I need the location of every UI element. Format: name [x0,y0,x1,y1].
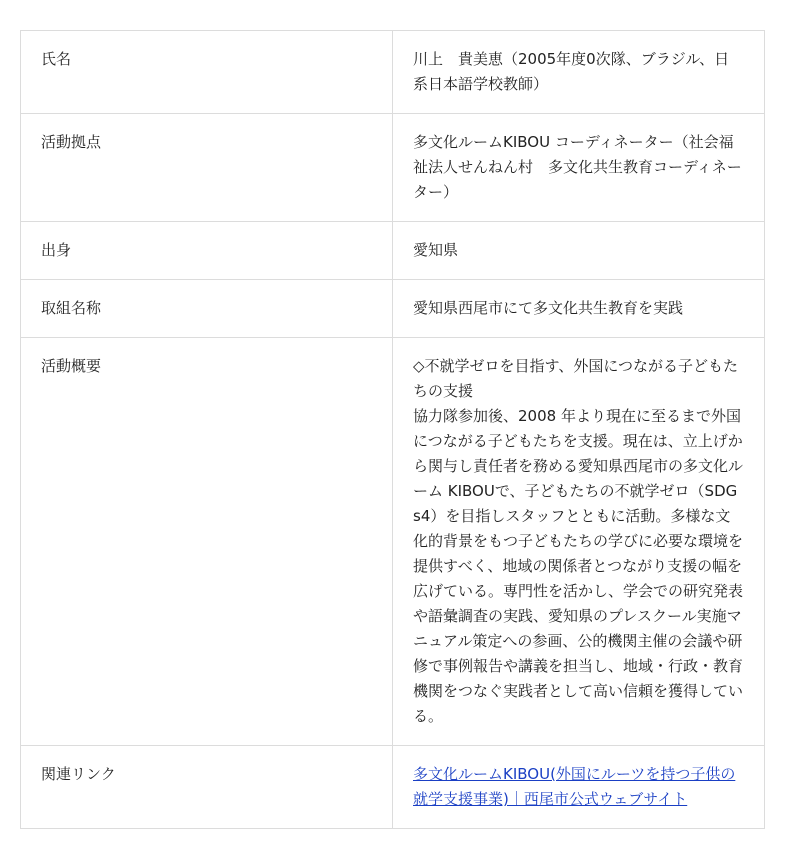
related-link[interactable]: 多文化ルームKIBOU(外国にルーツを持つ子供の就学支援事業)｜西尾市公式ウェブサイト [413,765,736,808]
row-label: 関連リンク [21,746,393,829]
profile-table [20,30,765,829]
origin-value: 愛知県 [393,222,765,280]
row-label: 取組名称 [21,280,393,338]
table-row-base [21,114,765,222]
links-cell [393,746,765,829]
base-value: 多文化ルームKIBOU コーディネーター（社会福祉法人せんねん村 多文化共生教育コーディネーター） [393,114,765,222]
table-row-links [21,746,765,829]
table-row-name [21,31,765,114]
row-label: 出身 [21,222,393,280]
row-label: 活動概要 [21,338,393,746]
row-label: 活動拠点 [21,114,393,222]
summary-value: ◇不就学ゼロを目指す、外国につながる子どもたちの支援 協力隊参加後、2008 年より現在に至るまで外国につながる子どもたちを支援。現在は、立上げから関与し責任者を務める愛知県西尾市の多文化ルーム KIBOUで、子どもたちの不就学ゼロ（SDGs4）を目指しスタッフとともに活動。多様な文化的背景をもつ子どもたちの学びに必要な環境を提供すべく、地域の関係者とつながり支援の幅を広げている。専門性を活かし、学会での研究発表や語彙調査の実践、愛知県のプレスクール実施マニュアル策定への参画、公的機関主催の会議や研修で事例報告や講義を担当し、地域・行政・教育機関をつなぐ実践者として高い信頼を獲得している。 [393,338,765,746]
table-row-origin [21,222,765,280]
row-label: 氏名 [21,31,393,114]
table-row-initiative [21,280,765,338]
initiative-value: 愛知県西尾市にて多文化共生教育を実践 [393,280,765,338]
name-value: 川上 貴美恵（2005年度0次隊、ブラジル、日系日本語学校教師） [393,31,765,114]
table-row-summary [21,338,765,746]
